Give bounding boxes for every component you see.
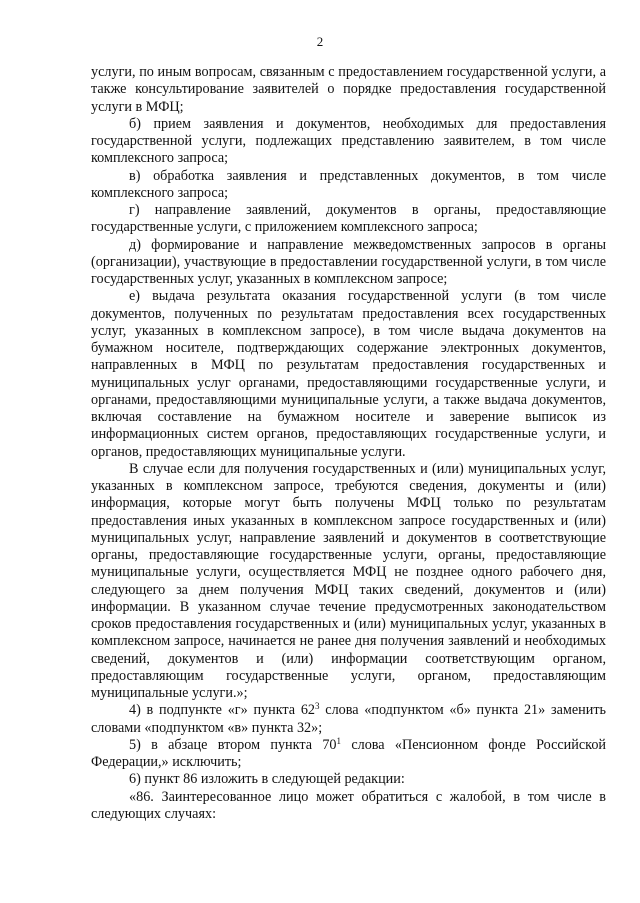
paragraph-item-b: б) прием заявления и документов, необходимых для предоставления государственной услуги, подлежащих представлению заявителем, в том числе комплексного запроса; [91,115,606,167]
paragraph-amendment-4: 4) в подпункте «г» пункта $62^3$ слова «подпунктом «б» пункта 21» заменить словами «подпунктом «в» пункта 32»; [91,701,606,736]
document-body [91,64,606,823]
page-number: 2 [316,34,324,49]
paragraph-point-86: «86. Заинтересованное лицо может обратиться с жалобой, в том числе в следующих случаях: [91,788,606,822]
paragraph-amendment-6: 6) пункт 86 изложить в следующей редакции: [129,771,405,788]
paragraph-item-e: е) выдача результата оказания государственной услуги (в том числе документов, полученных по результатам предоставления всех государственных услуг, указанных в комплексном запросе), в том числе выдача документов на бумажном носителе, подтверждающих содержание электронных документов, направленных в МФЦ по результатам предоставления государственных и муниципальных услуг органами, предоставляющими государственные услуги, и органами, предоставляющими муниципальные услуги, а также выдача документов, включая составление на бумажном носителе и заверение выписок из информационных систем органов, предоставляющих государственные услуги, и органов, предоставляющих муниципальные услуги. [91,288,606,460]
paragraph-continuation: услуги, по иным вопросам, связанным с предоставлением государственной услуги, а также консультирование заявителей о порядке предоставления государственной услуги в МФЦ; [91,64,606,115]
paragraph-item-g: г) направление заявлений, документов в органы, предоставляющие государственные услуги, с приложением комплексного запроса; [91,202,606,236]
paragraph-amendment-5: 5) в абзаце втором пункта $70^1$ слова «Пенсионном фонде Российской Федерации,» исключить; [91,735,607,770]
paragraph-item-d: д) формирование и направление межведомственных запросов в органы (организации), участвующие в предоставлении государственной услуги, в том числе государственных услуг, указанных в комплексном запросе; [91,236,606,287]
paragraph-item-v: в) обработка заявления и представленных документов, в том числе комплексного запроса; [91,167,606,201]
paragraph-complex-request: В случае если для получения государственных и (или) муниципальных услуг, указанных в комплексном запросе, требуются сведения, документы и (или) информация, которые могут быть получены МФЦ только по результатам предоставления иных указанных в комплексном запросе государственных и (или) муниципальных услуг, направление заявлений и документов в соответствующие органы, предоставляющие государственные услуги, органы, предоставляющие муниципальные услуги, осуществляется МФЦ не позднее одного рабочего дня, следующего за днем получения МФЦ таких сведений, документов и (или) информации. В указанном случае течение предусмотренных законодательством сроков предоставления государственных и (или) муниципальных услуг, указанных в комплексном запросе, начинается не ранее дня получения заявлений и необходимых сведений, документов и (или) информации соответствующим органом, предоставляющим государственные услуги, органом, предоставляющим муниципальные услуги.»; [91,460,606,701]
